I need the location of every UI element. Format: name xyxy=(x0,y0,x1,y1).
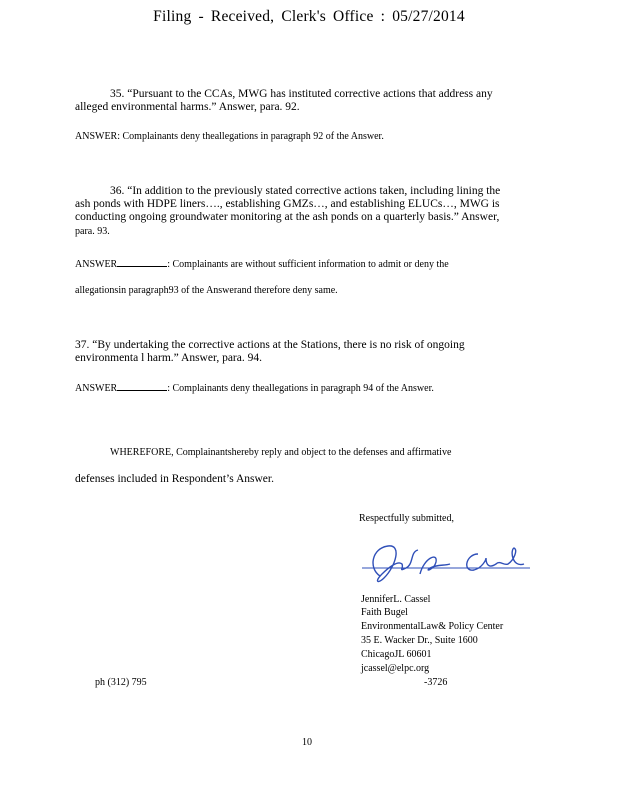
answer-37-label: ANSWER xyxy=(75,383,118,394)
signatory-organization: EnvironmentalLaw& Policy Center xyxy=(361,621,504,632)
paragraph-35-line2: alleged environmental harms.” Answer, para. 92. xyxy=(75,101,300,113)
paragraph-36-line3: conducting ongoing groundwater monitoring at the ash ponds on a quarterly basis.” Answer, xyxy=(75,211,500,223)
answer-36-line2: allegationsin paragraph93 of the Answerand therefore deny same. xyxy=(75,285,338,296)
answer-37-underline xyxy=(117,380,167,391)
filing-header: Filing - Received, Clerk's Office : 05/27/2014 xyxy=(153,8,465,25)
page-number: 10 xyxy=(302,737,312,748)
answer-36-line1 xyxy=(75,256,449,271)
answer-36-underline xyxy=(117,256,167,267)
paragraph-36-line2: ash ponds with HDPE liners…., establishing GMZs…, and establishing ELUCs…, MWG is xyxy=(75,198,500,210)
paragraph-36-line1: 36. “In addition to the previously stated corrective actions taken, including lining the xyxy=(110,185,501,197)
phone-left: ph (312) 795 xyxy=(95,677,147,688)
signatory-name-2: Faith Bugel xyxy=(361,607,408,618)
signature-image xyxy=(358,538,538,588)
phone-right: -3726 xyxy=(424,677,448,688)
paragraph-35-line1: 35. “Pursuant to the CCAs, MWG has instituted corrective actions that address any xyxy=(110,88,493,100)
signatory-email: jcassel@elpc.org xyxy=(361,663,430,674)
paragraph-37-line2: environmenta l harm.” Answer, para. 94. xyxy=(75,352,262,364)
closing-text: Respectfully submitted, xyxy=(359,513,454,524)
wherefore-line2: defenses included in Respondent’s Answer. xyxy=(75,473,274,485)
answer-37-line1 xyxy=(75,380,434,395)
answer-35: ANSWER: Complainants deny theallegations in paragraph 92 of the Answer. xyxy=(75,131,384,142)
answer-36-label: ANSWER xyxy=(75,259,118,270)
answer-36-text: : Complainants are without sufficient information to admit or deny the xyxy=(167,259,449,270)
answer-37-text: : Complainants deny theallegations in paragraph 94 of the Answer. xyxy=(167,383,434,394)
signatory-name-1: JenniferL. Cassel xyxy=(361,594,431,605)
paragraph-36-line4: para. 93. xyxy=(75,226,110,237)
paragraph-37-line1: 37. “By undertaking the corrective actions at the Stations, there is no risk of ongoing xyxy=(75,339,465,351)
signatory-address-1: 35 E. Wacker Dr., Suite 1600 xyxy=(361,635,478,646)
wherefore-line1: WHEREFORE, Complainantshereby reply and object to the defenses and affirmative xyxy=(110,447,452,458)
signatory-address-2: ChicagoJL 60601 xyxy=(361,649,432,660)
